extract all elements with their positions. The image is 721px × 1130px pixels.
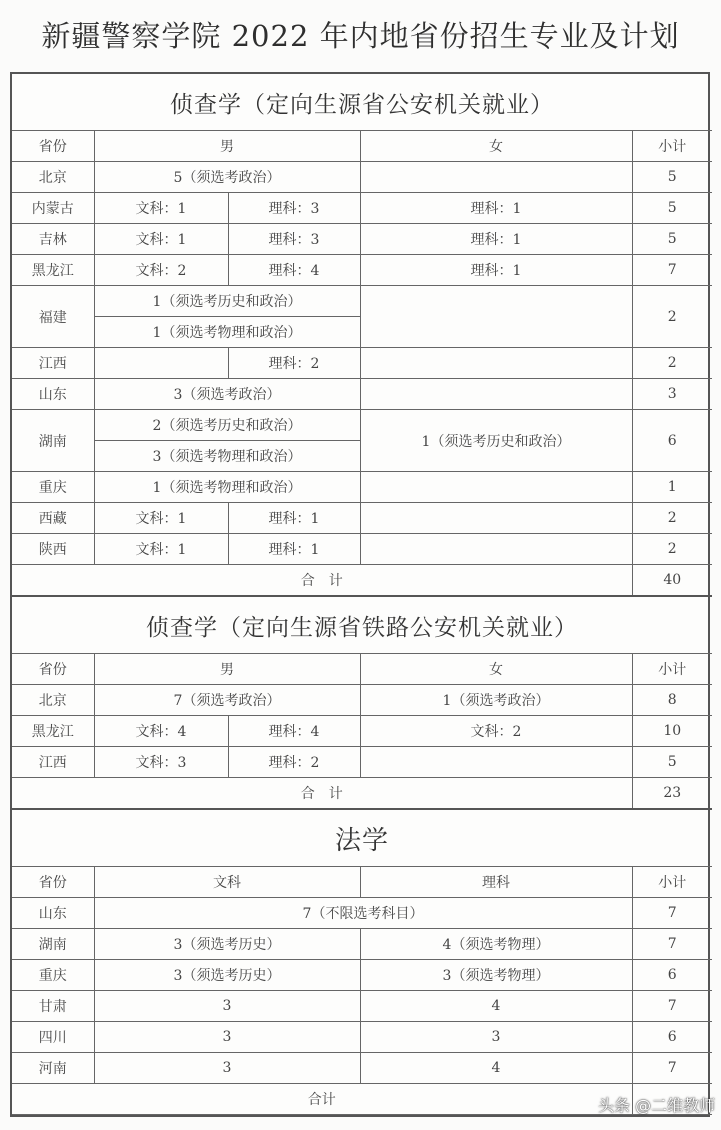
total-label: 合 计 (12, 565, 632, 597)
wen-cell: 3（须选考历史） (94, 960, 360, 991)
province-cell: 湖南 (12, 410, 94, 472)
subtotal-cell: 2 (632, 503, 712, 534)
table-row (12, 929, 712, 960)
province-cell: 内蒙古 (12, 193, 94, 224)
subtotal-cell: 6 (632, 410, 712, 472)
header-row (12, 131, 712, 162)
li-cell: 3（须选考物理） (360, 960, 632, 991)
male-cell: 7（须选考政治） (94, 685, 360, 716)
male-cell-a: 1（须选考历史和政治） (94, 286, 360, 317)
table-row (12, 255, 712, 286)
subtotal-cell: 2 (632, 534, 712, 565)
header-subtotal: 小计 (632, 654, 712, 685)
section-heading: 法学 (12, 809, 712, 867)
male-cell: 3（须选考政治） (94, 379, 360, 410)
subtotal-cell: 5 (632, 162, 712, 193)
total-row (12, 778, 712, 810)
female-cell (360, 162, 632, 193)
male-li-cell: 理科：4 (228, 255, 360, 286)
subtotal-cell: 2 (632, 348, 712, 379)
header-province: 省份 (12, 654, 94, 685)
document-title: 新疆警察学院 2022 年内地省份招生专业及计划 (41, 19, 680, 53)
male-wen-cell: 文科：1 (94, 534, 228, 565)
total-value: 40 (632, 565, 712, 597)
wen-cell: 3（须选考历史） (94, 929, 360, 960)
male-wen-cell: 文科：1 (94, 224, 228, 255)
table-row (12, 503, 712, 534)
table-row (12, 534, 712, 565)
male-wen-cell: 文科：1 (94, 503, 228, 534)
li-cell: 3 (360, 1022, 632, 1053)
section-heading-row (12, 809, 712, 867)
male-cell-a: 2（须选考历史和政治） (94, 410, 360, 441)
wen-cell: 3 (94, 991, 360, 1022)
section-heading: 侦查学（定向生源省公安机关就业） (12, 74, 712, 131)
male-li-cell: 理科：3 (228, 193, 360, 224)
enrollment-plan-table (10, 72, 710, 1117)
li-cell: 4 (360, 1053, 632, 1084)
table-row (12, 960, 712, 991)
table-row (12, 1022, 712, 1053)
table-row (12, 472, 712, 503)
header-male: 男 (94, 131, 360, 162)
male-li-cell: 理科：1 (228, 503, 360, 534)
province-cell: 黑龙江 (12, 716, 94, 747)
section-heading: 侦查学（定向生源省铁路公安机关就业） (12, 596, 712, 654)
female-cell: 理科：1 (360, 224, 632, 255)
combined-cell: 7（不限选考科目） (94, 898, 632, 929)
table-row (12, 685, 712, 716)
province-cell: 甘肃 (12, 991, 94, 1022)
subtotal-cell: 3 (632, 379, 712, 410)
female-cell: 文科：2 (360, 716, 632, 747)
female-cell (360, 534, 632, 565)
province-cell: 湖南 (12, 929, 94, 960)
table-row (12, 410, 712, 441)
male-wen-cell: 文科：3 (94, 747, 228, 778)
header-subtotal: 小计 (632, 131, 712, 162)
li-cell: 4 (360, 991, 632, 1022)
province-cell: 福建 (12, 286, 94, 348)
header-male: 男 (94, 654, 360, 685)
table-row (12, 348, 712, 379)
province-cell: 江西 (12, 348, 94, 379)
female-cell: 1（须选考历史和政治） (360, 410, 632, 472)
subtotal-cell: 7 (632, 929, 712, 960)
female-cell (360, 286, 632, 348)
header-female: 女 (360, 654, 632, 685)
province-cell: 四川 (12, 1022, 94, 1053)
table-row (12, 224, 712, 255)
subtotal-cell: 5 (632, 224, 712, 255)
female-cell (360, 747, 632, 778)
male-wen-cell: 文科：2 (94, 255, 228, 286)
male-wen-cell: 文科：4 (94, 716, 228, 747)
table-row (12, 286, 712, 317)
female-cell (360, 472, 632, 503)
province-cell: 重庆 (12, 960, 94, 991)
section-heading-row (12, 596, 712, 654)
subtotal-cell: 8 (632, 685, 712, 716)
subtotal-cell: 6 (632, 960, 712, 991)
table-row (12, 162, 712, 193)
male-cell: 5（须选考政治） (94, 162, 360, 193)
province-cell: 北京 (12, 685, 94, 716)
wen-cell: 3 (94, 1022, 360, 1053)
header-row (12, 867, 712, 898)
subtotal-cell: 5 (632, 747, 712, 778)
male-wen-cell (94, 348, 228, 379)
female-cell (360, 503, 632, 534)
male-wen-cell: 文科：1 (94, 193, 228, 224)
header-province: 省份 (12, 867, 94, 898)
subtotal-cell: 7 (632, 255, 712, 286)
header-wen: 文科 (94, 867, 360, 898)
header-row (12, 654, 712, 685)
province-cell: 吉林 (12, 224, 94, 255)
header-li: 理科 (360, 867, 632, 898)
subtotal-cell: 1 (632, 472, 712, 503)
subtotal-cell: 7 (632, 991, 712, 1022)
female-cell (360, 379, 632, 410)
male-li-cell: 理科：2 (228, 348, 360, 379)
header-province: 省份 (12, 131, 94, 162)
male-li-cell: 理科：1 (228, 534, 360, 565)
subtotal-cell: 7 (632, 1053, 712, 1084)
total-value: 23 (632, 778, 712, 810)
subtotal-cell: 6 (632, 1022, 712, 1053)
male-cell-b: 3（须选考物理和政治） (94, 441, 360, 472)
table-row (12, 379, 712, 410)
wen-cell: 3 (94, 1053, 360, 1084)
section-heading-row (12, 74, 712, 131)
province-cell: 江西 (12, 747, 94, 778)
province-cell: 山东 (12, 898, 94, 929)
province-cell: 河南 (12, 1053, 94, 1084)
province-cell: 陕西 (12, 534, 94, 565)
table-row (12, 991, 712, 1022)
subtotal-cell: 10 (632, 716, 712, 747)
header-subtotal: 小计 (632, 867, 712, 898)
table-row (12, 716, 712, 747)
female-cell: 理科：1 (360, 193, 632, 224)
header-female: 女 (360, 131, 632, 162)
total-label: 合 计 (12, 778, 632, 810)
table-row (12, 1053, 712, 1084)
male-li-cell: 理科：3 (228, 224, 360, 255)
province-cell: 北京 (12, 162, 94, 193)
watermark: 头条 @二维教师 (598, 1096, 716, 1115)
female-cell: 1（须选考政治） (360, 685, 632, 716)
total-label: 合计 (12, 1084, 632, 1115)
subtotal-cell: 5 (632, 193, 712, 224)
table-row (12, 898, 712, 929)
subtotal-cell: 2 (632, 286, 712, 348)
male-li-cell: 理科：2 (228, 747, 360, 778)
plan-table (12, 74, 712, 1115)
male-cell-b: 1（须选考物理和政治） (94, 317, 360, 348)
male-cell: 1（须选考物理和政治） (94, 472, 360, 503)
province-cell: 黑龙江 (12, 255, 94, 286)
province-cell: 山东 (12, 379, 94, 410)
male-li-cell: 理科：4 (228, 716, 360, 747)
table-row (12, 193, 712, 224)
province-cell: 重庆 (12, 472, 94, 503)
female-cell: 理科：1 (360, 255, 632, 286)
province-cell: 西藏 (12, 503, 94, 534)
table-row (12, 747, 712, 778)
subtotal-cell: 7 (632, 898, 712, 929)
total-row (12, 565, 712, 597)
li-cell: 4（须选考物理） (360, 929, 632, 960)
female-cell (360, 348, 632, 379)
